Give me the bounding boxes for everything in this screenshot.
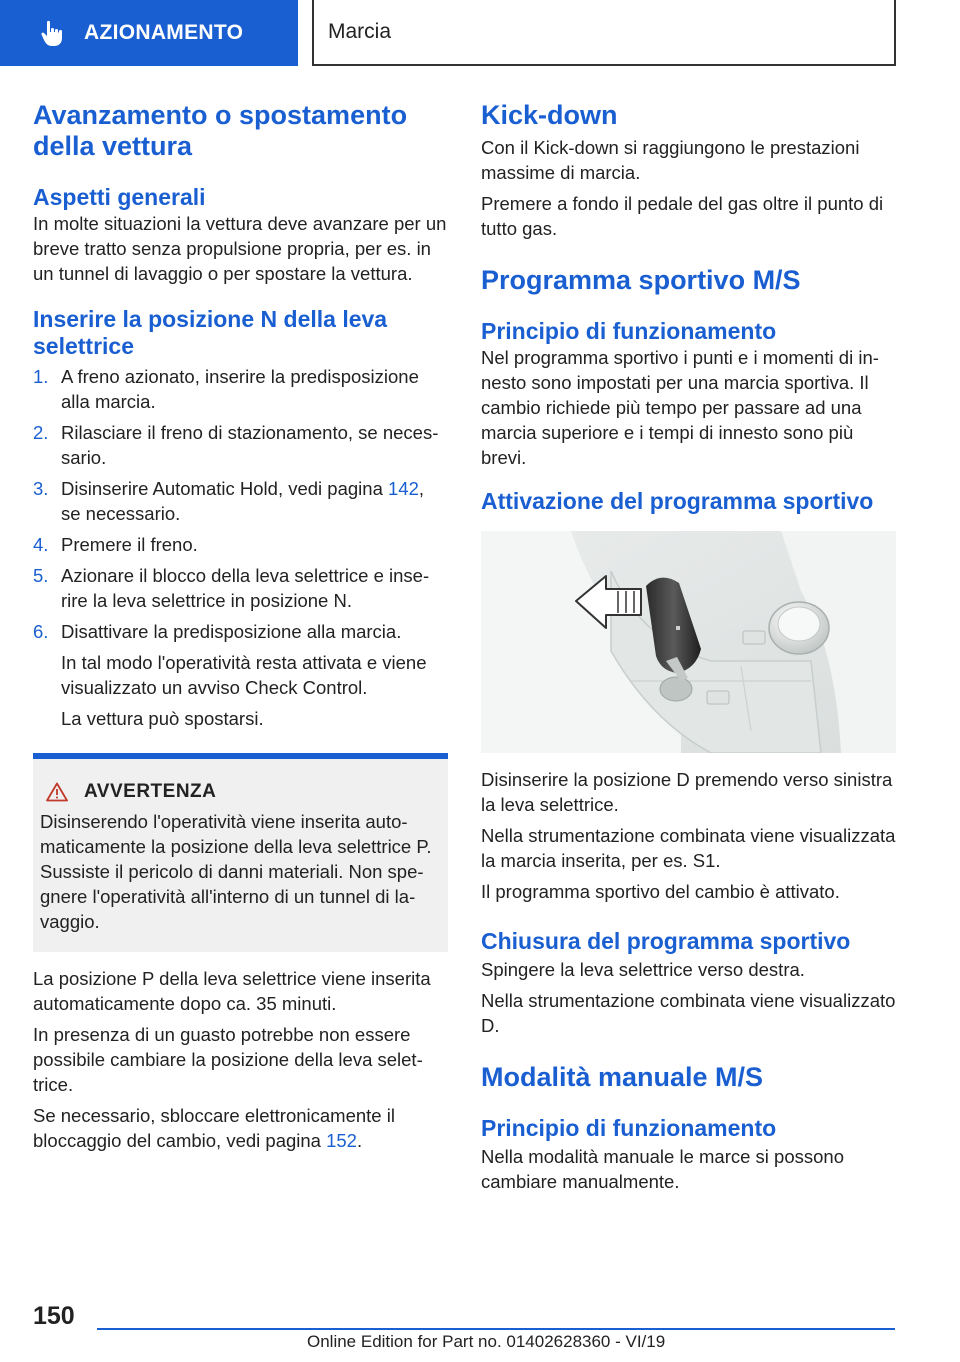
list-item bbox=[33, 420, 448, 470]
step-number: 6. bbox=[33, 621, 49, 642]
heading-advance-vehicle: Avanzamento o spostamento della vettura bbox=[33, 100, 408, 161]
step6-note-1: In tal modo l'operatività resta attivata e viene visualizzato un avviso Check Control. bbox=[61, 652, 427, 698]
step-number: 1. bbox=[33, 366, 49, 387]
step-text: Azionare il blocco della leva selettrice e inserire la leva selettrice in posizione N. bbox=[61, 565, 430, 611]
heading-manual-mode: Modalità manuale M/S bbox=[481, 1062, 764, 1092]
steps-list bbox=[33, 364, 448, 644]
warning-box bbox=[33, 753, 448, 952]
gear-selector-photo bbox=[481, 531, 896, 753]
warning-title: AVVERTENZA bbox=[84, 781, 217, 802]
right-column bbox=[481, 100, 896, 1194]
close-paragraph-1: Spingere la leva selettrice verso destra. bbox=[481, 959, 805, 980]
heading-kick-down: Kick-down bbox=[481, 100, 618, 130]
heading-insert-n: Inserire la posizione N della leva selettrice bbox=[33, 306, 388, 359]
edition-text: Online Edition for Part no. 01402628360 - VI/19 bbox=[307, 1332, 666, 1351]
list-item bbox=[33, 364, 448, 414]
heading-sport-program: Programma sportivo M/S bbox=[481, 265, 801, 295]
kick-paragraph-1: Con il Kick-down si raggiungono le prestazioni massime di marcia. bbox=[481, 137, 860, 183]
heading-manual-principle: Principio di funzionamento bbox=[481, 1115, 777, 1141]
footer-divider bbox=[97, 1328, 895, 1330]
warning-triangle-icon bbox=[46, 782, 68, 802]
left-column bbox=[33, 100, 448, 1153]
heading-activate-sport: Attivazione del programma sportivo bbox=[481, 488, 874, 514]
activate-paragraph-3: Il programma sportivo del cambio è attivato. bbox=[481, 881, 840, 902]
heading-close-sport: Chiusura del programma sportivo bbox=[481, 928, 851, 954]
kick-paragraph-2: Premere a fondo il pedale del gas oltre il punto di tutto gas. bbox=[481, 193, 884, 239]
list-item bbox=[33, 563, 448, 613]
step-number: 4. bbox=[33, 534, 49, 555]
section-title: AZIONAMENTO bbox=[84, 21, 244, 44]
list-item bbox=[33, 619, 448, 644]
hand-pointer-icon bbox=[38, 18, 68, 48]
page-link-152[interactable]: 152 bbox=[326, 1130, 357, 1151]
step-number: 5. bbox=[33, 565, 49, 586]
page-number: 150 bbox=[33, 1302, 75, 1330]
list-item bbox=[33, 476, 448, 526]
general-paragraph: In molte situazioni la vettura deve avanzare per un breve tratto senza propulsione propria, per es. in un tunnel di lavaggio o per spostare la vettura. bbox=[33, 213, 447, 284]
page-link-142[interactable]: 142 bbox=[388, 478, 419, 499]
step6-note-2: La vettura può spostarsi. bbox=[61, 708, 264, 729]
step-number: 2. bbox=[33, 422, 49, 443]
activate-paragraph-1: Disinserire la posizione D premendo verso sinistra la leva selettrice. bbox=[481, 769, 893, 815]
step-text: Disinserire Automatic Hold, vedi pagina 142, se necessario. bbox=[61, 478, 425, 524]
activate-paragraph-2: Nella strumentazione combinata viene visualizzata la marcia inserita, per es. S1. bbox=[481, 825, 896, 871]
step-text: Disattivare la predisposizione alla marcia. bbox=[61, 621, 402, 642]
chapter-title: Marcia bbox=[328, 20, 392, 43]
fault-paragraph: In presenza di un guasto potrebbe non essere possibile cambiare la posizione della leva selettrice. bbox=[33, 1024, 423, 1095]
auto-p-paragraph: La posizione P della leva selettrice viene inserita automaticamente dopo ca. 35 minuti. bbox=[33, 968, 431, 1014]
step-number: 3. bbox=[33, 478, 49, 499]
step-text: Rilasciare il freno di stazionamento, se necessario. bbox=[61, 422, 439, 468]
list-item bbox=[33, 532, 448, 557]
unlock-paragraph: Se necessario, sbloccare elettronicamente il bloccaggio del cambio, vedi pagina 152. bbox=[33, 1105, 395, 1151]
heading-principle: Principio di funzionamento bbox=[481, 318, 777, 344]
heading-general-aspects: Aspetti generali bbox=[33, 184, 206, 210]
close-paragraph-2: Nella strumentazione combinata viene visualizzato D. bbox=[481, 990, 896, 1036]
step-text: Premere il freno. bbox=[61, 534, 198, 555]
warning-header bbox=[46, 781, 441, 803]
section-tab bbox=[0, 0, 298, 66]
step-text: A freno azionato, inserire la predisposizione alla marcia. bbox=[61, 366, 419, 412]
warning-text: Disinserendo l'operatività viene inserita automaticamente la posizione della leva selettrice P. Sussiste il pericolo di danni materiali. Non spegnere l'operatività all'interno di un tunnel di lavaggio. bbox=[40, 811, 432, 932]
manual-paragraph: Nella modalità manuale le marce si possono cambiare manualmente. bbox=[481, 1146, 844, 1192]
principle-paragraph: Nel programma sportivo i punti e i momenti di innesto sono impostati per una marcia sportiva. Il cambio richiede più tempo per passare ad una marcia superiore e i tempi di innesto sono più brevi. bbox=[481, 347, 879, 468]
chapter-header bbox=[312, 0, 896, 66]
